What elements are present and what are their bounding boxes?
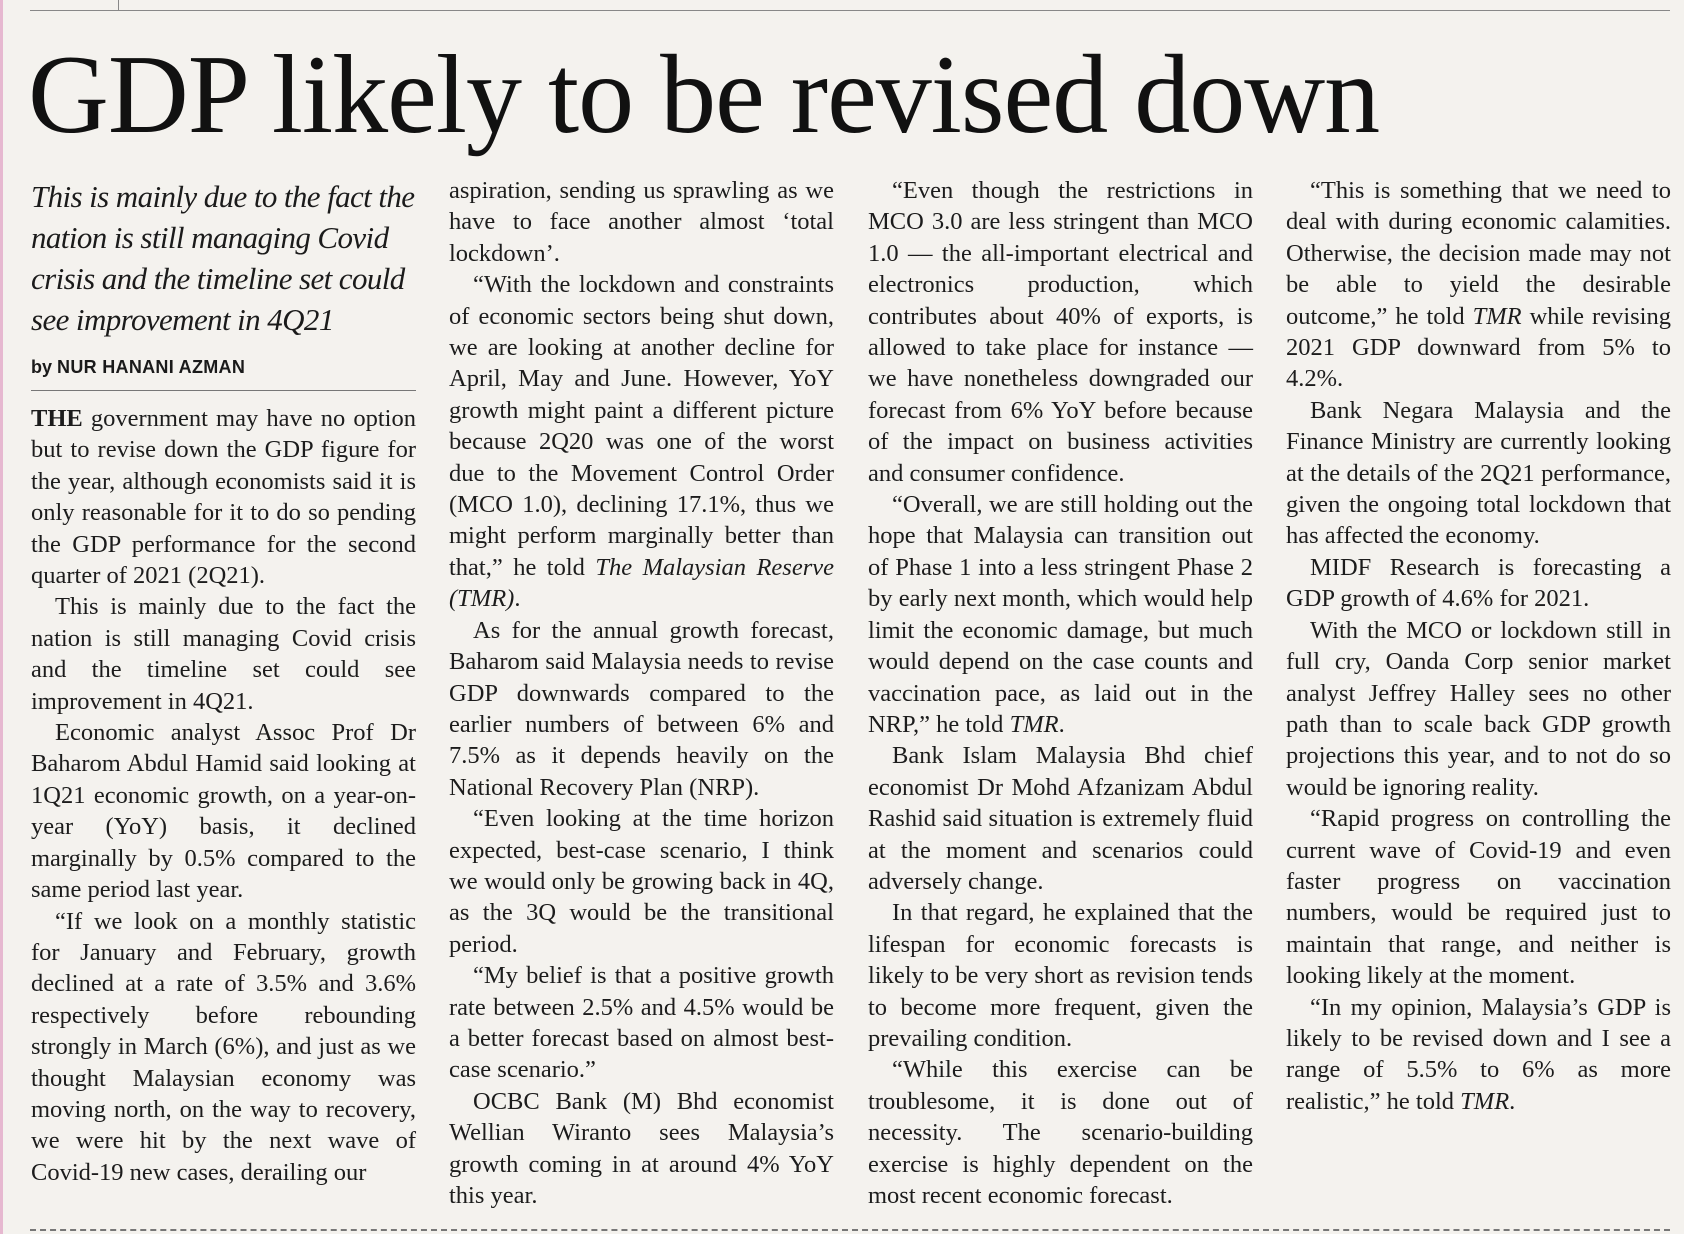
paragraph: This is mainly due to the fact the nation is still managing Covid crisis and the timeline set could see improvement in 4Q21. [31,593,416,715]
paragraph: As for the annual growth forecast, Baharom said Malaysia needs to revise GDP downwards compared to the earlier numbers of between 6% and 7.5% as it depends heavily on the National Recovery Plan (NRP). [449,616,834,801]
paragraph: MIDF Research is forecasting a GDP growth of 4.6% for 2021. [1286,553,1671,613]
paragraph-text: “In my opinion, Malaysia’s GDP is likely to be revised down and I see a range of 5.5% to 6% as more realistic,” he told [1286,993,1671,1115]
bottom-rule [30,1229,1670,1231]
publication-name: TMR [1460,1087,1510,1115]
paragraph: In that regard, he explained that the lifespan for economic forecasts is likely to be very short as revision tends to become more frequent, given the prevailing condition. [868,899,1253,1052]
paragraph-text: government may have no option but to revise down the GDP figure for the year, although economists said it is only reasonable for it to do so pending the GDP performance for the second quarter of 2021 (2Q21). [31,405,416,590]
paragraph [449,269,834,614]
paragraph [868,489,1253,740]
byline [31,355,416,379]
standfirst: This is mainly due to the fact the nation is still managing Covid crisis and the timeline set could see improvement in 4Q21 [31,179,415,337]
paragraph-continued: aspiration, sending us sprawling as we have to face another almost ‘total lockdown’. [449,177,834,267]
top-rule [30,10,1670,11]
byline-prefix: by [31,357,53,377]
column-tick [118,0,119,10]
paragraph-text: “Overall, we are still holding out the hope that Malaysia can transition out of Phase 1 into a less stringent Phase 2 by early next month, which would help limit the economic damage, but much would depend on the case counts and vaccination pace, as laid out in the NRP,” he told [868,491,1253,738]
paragraph: “Even looking at the time horizon expected, best-case scenario, I think we would only be growing back in 4Q, as the 3Q would be the transitional period. [449,805,834,958]
paragraph [1286,992,1671,1118]
paragraph [31,403,416,591]
column-2 [449,175,834,1211]
column-3 [868,175,1253,1211]
byline-divider [31,390,416,391]
author-name: NUR HANANI AZMAN [57,357,246,377]
paragraph: “Rapid progress on controlling the current wave of Covid-19 and even faster progress on vaccination numbers, would be required just to maintain that range, and neither is looking likely at the moment. [1286,805,1671,990]
paragraph: Bank Negara Malaysia and the Finance Ministry are currently looking at the details of the 2Q21 performance, given the ongoing total lockdown that has affected the economy. [1286,396,1671,550]
page-edge [0,0,3,1234]
paragraph: “Even though the restrictions in MCO 3.0 are less stringent than MCO 1.0 — the all-important electrical and electronics production, which contributes about 40% of exports, is allowed to take place for instance — we have nonetheless downgraded our forecast from 6% YoY before because of the impact on business activities and consumer confidence. [868,177,1253,487]
publication-name: TMR [1472,302,1522,330]
paragraph-text: . [514,585,521,613]
lead-kicker: THE [31,405,83,432]
paragraph [1286,175,1671,395]
paragraph: Economic analyst Assoc Prof Dr Baharom Abdul Hamid said looking at 1Q21 economic growth, on a year-on-year (YoY) basis, it declined marginally by 0.5% compared to the same period last year. [31,719,416,904]
paragraph-text: “This is something that we need to deal with during economic calamities. Otherwise, the decision made may not be able to yield the desirable outcome,” he told [1286,177,1671,330]
publication-name: TMR [1009,710,1059,738]
column-1 [31,176,416,1188]
paragraph-text: while revising 2021 GDP downward from 5% to 4.2%. [1286,302,1671,393]
paragraph: “While this exercise can be troublesome, it is done out of necessity. The scenario-building exercise is highly dependent on the most recent economic forecast. [868,1056,1253,1209]
paragraph: Bank Islam Malaysia Bhd chief economist Dr Mohd Afzanizam Abdul Rashid said situation is extremely fluid at the moment and scenarios could adversely change. [868,742,1253,895]
paragraph: “If we look on a monthly statistic for January and February, growth declined at a rate of 3.5% and 3.6% respectively before rebounding strongly in March (6%), and just as we thought Malaysian economy was moving north, on the way to recovery, we were hit by the next wave of Covid-19 new cases, derailing our [31,907,416,1186]
paragraph: “My belief is that a positive growth rate between 2.5% and 4.5% would be a better forecast based on almost best-case scenario.” [449,962,834,1084]
column-4 [1286,175,1671,1117]
paragraph-text: . [1058,710,1065,738]
paragraph-text: “With the lockdown and constraints of economic sectors being shut down, we are looking at another decline for April, May and June. However, YoY growth might paint a different picture because 2Q20 was one of the worst due to the Movement Control Order (MCO 1.0), declining 17.1%, thus we might perform marginally better than that,” he told [449,271,834,581]
headline: GDP likely to be revised down [28,33,1380,157]
publication-name: The Malaysian Reserve (TMR) [449,553,834,613]
paragraph: With the MCO or lockdown still in full cry, Oanda Corp senior market analyst Jeffrey Halley sees no other path than to scale back GDP growth projections this year, and to not do so would be ignoring reality. [1286,616,1671,801]
paragraph-text: . [1509,1087,1516,1115]
paragraph: OCBC Bank (M) Bhd economist Wellian Wiranto sees Malaysia’s growth coming in at around 4% YoY this year. [449,1087,834,1209]
